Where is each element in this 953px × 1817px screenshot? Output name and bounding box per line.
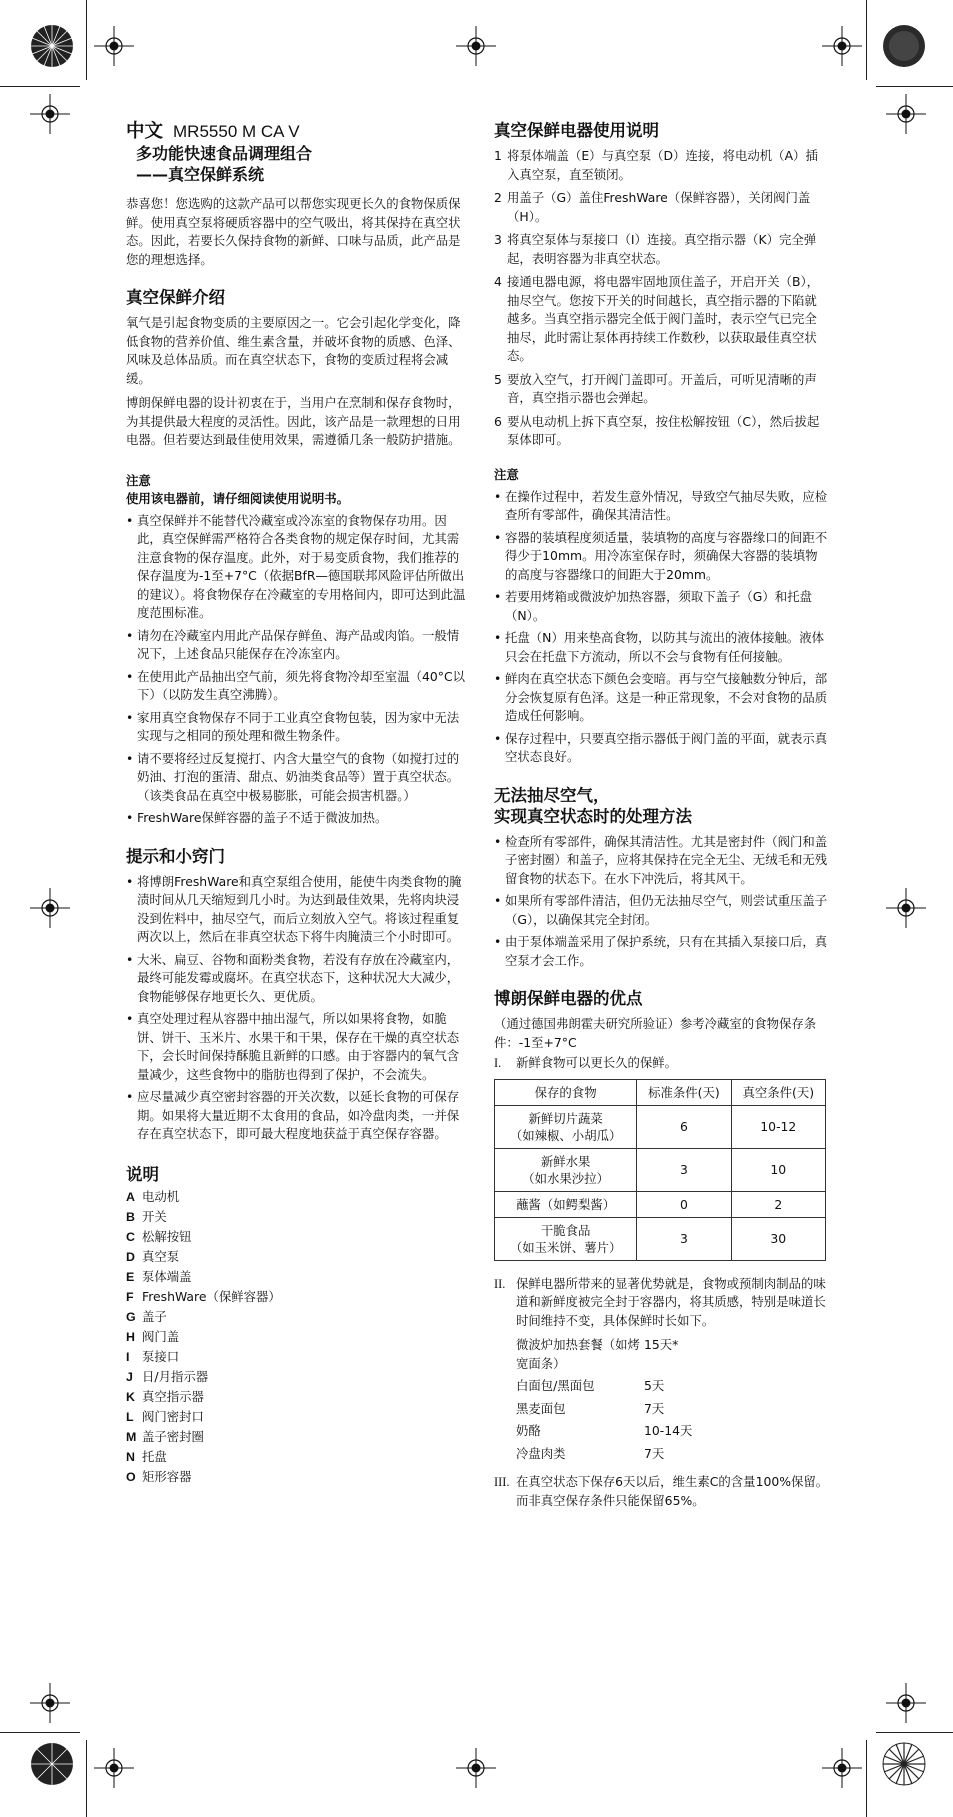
shelf-life-item [516, 1377, 829, 1396]
column-header: 真空条件(天) [731, 1079, 825, 1105]
shelf-food: 白面包/黑面包 [516, 1378, 595, 1393]
shelf-food: 黑麦面包 [516, 1400, 566, 1416]
legend-label: FreshWare（保鲜容器） [142, 1288, 281, 1304]
table-cell-food [495, 1148, 637, 1191]
legend-key: N [126, 1449, 135, 1464]
legend-item [126, 1187, 471, 1207]
roman-numeral: II. [494, 1276, 506, 1291]
legend-key: O [126, 1469, 136, 1484]
list-item: • 如果所有零部件清洁，但仍无法抽尽空气，则尝试重压盖子（G），以确保其完全封闭。 [494, 892, 829, 929]
legend-item [126, 1227, 471, 1247]
legend-label: 泵体端盖 [142, 1268, 192, 1284]
list-item: • 请不要将经过反复搅打、内含大量空气的食物（如搅打过的奶油、打泡的蛋清、甜点、奶油类食品等）置于真空状态。（该类食品在真空中极易膨胀，可能会损害机器。） [126, 750, 471, 806]
advantage-text: 新鲜食物可以更长久的保鲜。 [516, 1055, 678, 1070]
legend-item [126, 1447, 471, 1467]
step-number: 4 [494, 274, 502, 289]
crop-line [0, 1732, 80, 1733]
table-row [495, 1217, 826, 1260]
section-heading-troubleshoot: 无法抽尽空气， [494, 785, 610, 805]
step-item [494, 273, 829, 366]
registration-crosshair-icon [822, 1748, 862, 1788]
registration-crosshair-icon [94, 26, 134, 66]
shelf-life-list [516, 1336, 829, 1463]
registration-crosshair-icon [886, 888, 926, 928]
step-number: 5 [494, 371, 502, 387]
legend-key: B [126, 1209, 135, 1224]
language-label: 中文 [126, 121, 164, 142]
crop-line [866, 1740, 867, 1817]
section-heading-usage: 真空保鲜电器使用说明 [494, 121, 659, 140]
list-item: • FreshWare保鲜容器的盖子不适于微波加热。 [126, 809, 471, 828]
step-text: 将泵体端盖（E）与真空泵（D）连接，将电动机（A）插入真空泵，直至锁闭。 [507, 148, 818, 182]
shelf-time: 15天* [644, 1337, 679, 1352]
food-name: 新鲜水果 [540, 1153, 591, 1169]
table-cell: 6 [637, 1105, 731, 1148]
caution-list [126, 512, 471, 828]
list-item: • 鲜肉在真空状态下颜色会变暗。再与空气接触数分钟后，部分会恢复原有色泽。这是一种正常现象，不会对食物的品质造成任何影响。 [494, 670, 829, 726]
advantages-intro: （通过德国弗朗霍夫研究所验证）参考冷藏室的食物保存条件：-1至+7°C [494, 1016, 817, 1050]
legend-label: 电动机 [142, 1188, 180, 1204]
food-name: 蘸酱（如鳄梨酱） [516, 1196, 616, 1212]
product-subtitle-2: ——真空保鲜系统 [136, 165, 265, 184]
step-text: 接通电器电源，将电器牢固地顶住盖子，开启开关（B），抽尽空气。您按下开关的时间越长，真空指示器的下陷就越多。当真空指示器完全低于阀门盖时，表示空气已完全抽尽，此时需让泵体再持续工作数秒，以获取最佳真空状态。 [507, 274, 820, 363]
list-item: • 容器的装填程度须适量，装填物的高度与容器缘口的间距不得少于10mm。用冷冻室保存时，须确保大容器的装填物的高度与容器缘口的间距大于20mm。 [494, 529, 829, 585]
table-header-row [495, 1079, 826, 1105]
shelf-food: 奶酪 [516, 1423, 541, 1438]
registration-crosshair-icon [456, 1748, 496, 1788]
legend-item [126, 1307, 471, 1327]
advantage-point-1 [494, 1054, 829, 1073]
list-item: • 家用真空食物保存不同于工业真空食物包装，因为家中无法实现与之相同的预处理和微生物条件。 [126, 709, 471, 746]
table-row [495, 1148, 826, 1191]
starburst-target-icon [30, 24, 74, 68]
legend-key: C [126, 1229, 135, 1244]
registration-crosshair-icon [94, 1748, 134, 1788]
shelf-time: 7天 [644, 1445, 665, 1461]
registration-crosshair-icon [30, 888, 70, 928]
step-text: 用盖子（G）盖住FreshWare（保鲜容器），关闭阀门盖（H）。 [507, 190, 811, 224]
section-heading-vacuum-intro: 真空保鲜介绍 [126, 288, 225, 307]
food-name: 干脆食品 [540, 1222, 591, 1238]
caution-list [494, 488, 829, 767]
list-item: • 真空保鲜并不能替代冷藏室或冷冻室的食物保存功用。因此，真空保鲜需严格符合各类食物的规定保存时间，尤其需注意食物的保存温度。此外，对于易变质食物，我们推荐的保存温度为-1至+7°C（依据BfR—德国联邦风险评估所做出的建议）。将食物保存在冷藏室的专用格间内，即可达到此温度范围标准。 [126, 512, 471, 623]
model-number: MR5550 M CA V [173, 122, 300, 141]
legend-item [126, 1427, 471, 1447]
food-name: 新鲜切片蔬菜 [528, 1110, 603, 1126]
legend-key: G [126, 1309, 136, 1324]
legend-label: 真空泵 [142, 1248, 180, 1264]
list-item: • 将博朗FreshWare和真空泵组合使用，能使牛肉类食物的腌渍时间从几天缩短到几小时。为达到最佳效果，先将肉块浸没到佐料中，抽尽空气，而后立刻放入空气。将该过程重复两次以上，然后在非真空状态下将牛肉腌渍三个小时即可。 [126, 873, 471, 947]
food-example: （如水果沙拉） [522, 1170, 609, 1186]
legend-item [126, 1267, 471, 1287]
step-number: 2 [494, 190, 502, 205]
legend-label: 阀门盖 [142, 1328, 180, 1344]
table-cell: 2 [731, 1191, 825, 1217]
step-number: 3 [494, 232, 502, 247]
legend-item [126, 1287, 471, 1307]
legend-key: E [126, 1269, 135, 1284]
legend-item [126, 1327, 471, 1347]
starburst-target-icon [882, 1742, 926, 1786]
step-item [494, 413, 829, 450]
shelf-time: 7天 [644, 1400, 665, 1416]
legend-label: 开关 [142, 1208, 167, 1224]
step-text: 要放入空气，打开阀门盖即可。开盖后，可听见清晰的声音，真空指示器也会弹起。 [507, 371, 817, 405]
list-item: • 真空处理过程从容器中抽出湿气，所以如果将食物，如脆饼、饼干、玉米片、水果干和干果，保存在干燥的真空状态下，会长时间保持酥脆且新鲜的口感。由于容器内的氧气含量减少，这些食物中的脂肪也得到了保护，不会流失。 [126, 1010, 471, 1084]
shelf-life-item [516, 1336, 829, 1373]
right-column [494, 120, 829, 1510]
crop-line [86, 0, 87, 80]
table-cell: 3 [637, 1148, 731, 1191]
table-row [495, 1105, 826, 1148]
legend-label: 盖子 [142, 1308, 167, 1324]
section-heading-legend: 说明 [126, 1164, 159, 1184]
storage-time-table [494, 1079, 826, 1261]
column-header: 标准条件(天) [637, 1079, 731, 1105]
registration-crosshair-icon [822, 26, 862, 66]
table-cell-food [495, 1191, 637, 1217]
caution-heading: 注意 [126, 472, 151, 488]
step-text: 要从电动机上拆下真空泵，按住松解按钮（C），然后拔起泵体即可。 [507, 413, 820, 447]
legend-item [126, 1467, 471, 1487]
table-row [495, 1191, 826, 1217]
shelf-time: 5天 [644, 1378, 665, 1393]
crop-line [876, 86, 953, 87]
crop-line [876, 1732, 953, 1733]
advantage-point-3 [494, 1473, 829, 1510]
troubleshoot-list [494, 833, 829, 971]
shelf-food: 微波炉加热套餐（如烤宽面条） [516, 1337, 640, 1371]
legend-label: 阀门密封口 [142, 1408, 204, 1424]
crop-line [0, 86, 80, 87]
table-cell-food [495, 1105, 637, 1148]
legend-label: 泵接口 [142, 1348, 180, 1364]
registration-crosshair-icon [456, 26, 496, 66]
legend-label: 托盘 [142, 1448, 167, 1464]
list-item: • 在操作过程中，若发生意外情况，导致空气抽尽失败，应检查所有零部件，确保其清洁性。 [494, 488, 829, 525]
tips-list [126, 873, 471, 1144]
section-heading-advantages: 博朗保鲜电器的优点 [494, 989, 643, 1008]
legend-item [126, 1407, 471, 1427]
crop-line [866, 0, 867, 80]
list-item: • 在使用此产品抽出空气前，须先将食物冷却至室温（40°C以下）（以防发生真空沸腾）。 [126, 668, 471, 705]
caution-subheading: 使用该电器前，请仔细阅读使用说明书。 [126, 490, 350, 506]
legend-label: 盖子密封圈 [142, 1428, 204, 1444]
legend-key: M [126, 1429, 137, 1444]
legend-key: H [126, 1329, 135, 1344]
legend-item [126, 1387, 471, 1407]
shelf-life-item [516, 1422, 829, 1441]
shelf-life-item [516, 1445, 829, 1464]
starburst-target-icon [30, 1742, 74, 1786]
roman-numeral: I. [494, 1056, 502, 1070]
document-title [126, 120, 471, 143]
step-item [494, 231, 829, 268]
legend-item [126, 1347, 471, 1367]
left-column [126, 120, 471, 1487]
list-item: • 由于泵体端盖采用了保护系统，只有在其插入泵接口后，真空泵才会工作。 [494, 933, 829, 970]
food-example: （如玉米饼、薯片） [509, 1239, 622, 1255]
legend-item [126, 1247, 471, 1267]
step-item [494, 189, 829, 226]
shelf-time: 10-14天 [644, 1423, 693, 1438]
step-number: 1 [494, 148, 502, 163]
list-item: • 若要用烤箱或微波炉加热容器，须取下盖子（G）和托盘（N）。 [494, 588, 829, 625]
advantage-text: 在真空状态下保存6天以后，维生素C的含量100%保留。而非真空保存条件只能保留65%。 [516, 1474, 829, 1508]
list-item: • 检查所有零部件，确保其清洁性。尤其是密封件（阀门和盖子密封圈）和盖子，应将其保持在完全无尘、无绒毛和无残留食物的状态下。在水下冲洗后，将其风干。 [494, 833, 829, 889]
shelf-life-item [516, 1400, 829, 1419]
legend-item [126, 1367, 471, 1387]
registration-crosshair-icon [30, 1683, 70, 1723]
legend-label: 松解按钮 [142, 1228, 192, 1244]
legend-key: K [126, 1389, 135, 1404]
registration-crosshair-icon [30, 94, 70, 134]
legend-item [126, 1207, 471, 1227]
table-cell: 10 [731, 1148, 825, 1191]
usage-steps [494, 147, 829, 450]
legend-key: D [126, 1249, 135, 1264]
legend-key: J [126, 1369, 133, 1384]
legend-key: I [126, 1349, 130, 1364]
vacuum-intro-paragraph-2: 博朗保鲜电器的设计初衷在于，当用户在烹制和保存食物时，为其提供最大程度的灵活性。因此，该产品是一款理想的日用电器。但若要达到最佳使用效果，需遵循几条一般防护措施。 [126, 395, 461, 447]
list-item: • 大米、扁豆、谷物和面粉类食物，若没有存放在冷藏室内，最终可能发霉或腐坏。在真空状态下，这种状况大大减少，食物能够保存地更长久、更优质。 [126, 951, 471, 1007]
crop-line [86, 1740, 87, 1817]
list-item: • 应尽量减少真空密封容器的开关次数，以延长食物的可保存期。如果将大量近期不太食用的食品，如冷盘肉类，一并保存在真空状态下，即可最大程度地获益于真空保存容器。 [126, 1088, 471, 1144]
legend-key: L [126, 1409, 134, 1424]
legend-key: A [126, 1189, 135, 1204]
table-cell: 3 [637, 1217, 731, 1260]
parts-legend [126, 1187, 471, 1487]
shelf-food: 冷盘肉类 [516, 1445, 566, 1461]
table-cell: 10-12 [731, 1105, 825, 1148]
step-number: 6 [494, 413, 502, 429]
intro-paragraph: 恭喜您！您选购的这款产品可以帮您实现更长久的食物保质保鲜。使用真空泵将硬质容器中的空气吸出，将其保持在真空状态。因此，若要长久保持食物的新鲜、口味与品质，此产品是您的理想选择。 [126, 196, 461, 267]
table-cell-food [495, 1217, 637, 1260]
registration-crosshair-icon [886, 1683, 926, 1723]
advantage-point-2 [494, 1275, 829, 1331]
legend-key: F [126, 1289, 134, 1304]
solid-target-icon [882, 24, 926, 68]
food-example: （如辣椒、小胡瓜） [509, 1127, 622, 1143]
roman-numeral: III. [494, 1475, 510, 1489]
table-cell: 0 [637, 1191, 731, 1217]
step-item [494, 371, 829, 408]
step-item [494, 147, 829, 184]
list-item: • 托盘（N）用来垫高食物，以防其与流出的液体接触。液体只会在托盘下方流动，所以不会与食物有任何接触。 [494, 629, 829, 666]
advantage-text: 保鲜电器所带来的显著优势就是，食物或预制肉制品的味道和新鲜度被完全封于容器内，将其质感，特别是味道长时间维持不变，具体保鲜时长如下。 [516, 1275, 826, 1328]
section-heading-tips: 提示和小窍门 [126, 846, 225, 866]
step-text: 将真空泵体与泵接口（I）连接。真空指示器（K）完全弹起，表明容器为非真空状态。 [507, 232, 817, 266]
vacuum-intro-paragraph-1: 氧气是引起食物变质的主要原因之一。它会引起化学变化，降低食物的营养价值、维生素含量，并破坏食物的质感、色泽、风味及总体品质。而在真空状态下，食物的变质过程将会减缓。 [126, 315, 461, 386]
list-item: • 请勿在冷藏室内用此产品保存鲜鱼、海产品或肉馅。一般情况下，上述食品只能保存在冷冻室内。 [126, 627, 471, 664]
table-cell: 30 [731, 1217, 825, 1260]
legend-label: 真空指示器 [142, 1388, 204, 1404]
product-subtitle: 多功能快速食品调理组合 [136, 144, 313, 163]
registration-crosshair-icon [886, 94, 926, 134]
legend-label: 日/月指示器 [142, 1368, 209, 1384]
caution-heading: 注意 [494, 466, 519, 482]
section-heading-troubleshoot-2: 实现真空状态时的处理方法 [494, 806, 692, 826]
list-item: • 保存过程中，只要真空指示器低于阀门盖的平面，就表示真空状态良好。 [494, 730, 829, 767]
legend-label: 矩形容器 [142, 1468, 192, 1484]
column-header: 保存的食物 [495, 1079, 637, 1105]
